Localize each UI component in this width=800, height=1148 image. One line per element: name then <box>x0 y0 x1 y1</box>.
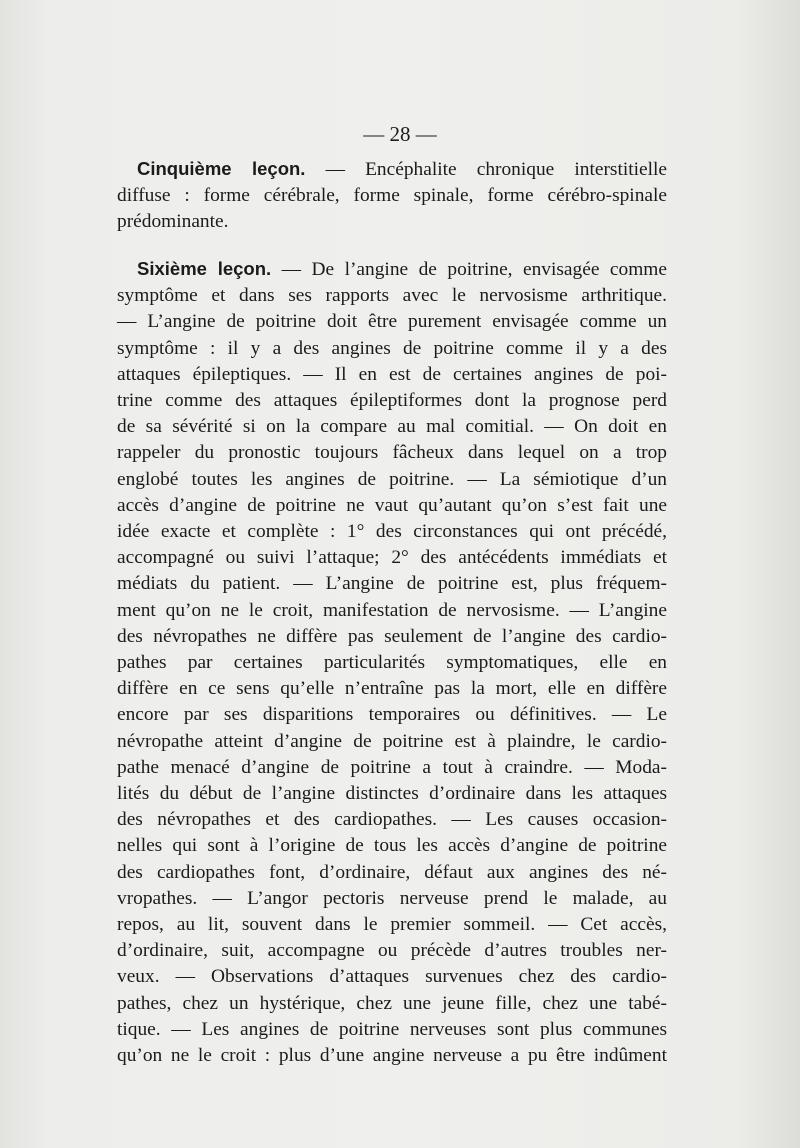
text-line: rappeler du pronostic toujours fâcheux dans lequel on a trop <box>117 442 667 464</box>
paragraph-sixieme-lecon <box>117 256 667 1069</box>
paragraph-cinquieme-lecon <box>117 156 667 236</box>
text-line: idée exacte et complète : 1° des circonstances qui ont précédé, <box>117 521 667 543</box>
text-line: attaques épileptiques. — Il en est de certaines angines de poi- <box>117 363 667 385</box>
text-line: accès d’angine de poitrine ne vaut qu’autant qu’on s’est fait une <box>117 494 667 516</box>
text-line: veux. — Observations d’attaques survenues chez des cardio- <box>117 966 667 988</box>
text-line: des névropathes et des cardiopathes. — Les causes occasion- <box>117 809 667 831</box>
text-line: des névropathes ne diffère pas seulement de l’angine des cardio- <box>117 625 667 647</box>
text-line: des cardiopathes font, d’ordinaire, défaut aux angines des né- <box>117 861 667 883</box>
text-line: englobé toutes les angines de poitrine. — La sémiotique d’un <box>117 468 667 490</box>
text-line: qu’on ne le croit : plus d’une angine nerveuse a pu être indûment <box>117 1045 667 1067</box>
text-line: nelles qui sont à l’origine de tous les accès d’angine de poitrine <box>117 835 667 857</box>
text-line: diffuse : forme cérébrale, forme spinale, forme cérébro-spinale <box>117 185 667 207</box>
text-line: — L’angine de poitrine doit être purement envisagée comme un <box>117 311 667 333</box>
text-line: pathes par certaines particularités symptomatiques, elle en <box>117 652 667 674</box>
text-line: encore par ses disparitions temporaires ou définitives. — Le <box>117 704 667 726</box>
text-line: vropathes. — L’angor pectoris nerveuse prend le malade, au <box>117 887 667 909</box>
text-line: prédominante. <box>117 211 229 233</box>
text-line: de sa sévérité si on la compare au mal comitial. — On doit en <box>117 416 667 438</box>
text-line: Sixième leçon. — De l’angine de poitrine, envisagée comme <box>137 258 667 280</box>
text-line: pathes, chez un hystérique, chez une jeune fille, chez une tabé- <box>117 992 667 1014</box>
text-line: repos, au lit, souvent dans le premier sommeil. — Cet accès, <box>117 914 667 936</box>
lesson-heading: Sixième leçon. <box>137 258 272 279</box>
text-line: lités du début de l’angine distinctes d’ordinaire dans les attaques <box>117 783 667 805</box>
text-line: ment qu’on ne le croit, manifestation de nervosisme. — L’angine <box>117 599 667 621</box>
lesson-heading: Cinquième leçon. <box>137 158 306 179</box>
text-line: accompagné ou suivi l’attaque; 2° des antécédents immédiats et <box>117 547 667 569</box>
text-line: symptôme et dans ses rapports avec le nervosisme arthritique. <box>117 285 667 307</box>
text-line: Cinquième leçon. — Encéphalite chronique interstitielle <box>137 158 668 180</box>
text-line: tique. — Les angines de poitrine nerveuses sont plus communes <box>117 1018 667 1040</box>
text-line: névropathe atteint d’angine de poitrine est à plaindre, le cardio- <box>117 730 667 752</box>
text-line: trine comme des attaques épileptiformes dont la prognose perd <box>117 390 667 412</box>
page-number: — 28 — <box>363 122 437 146</box>
text-line: d’ordinaire, suit, accompagne ou précède d’autres troubles ner- <box>117 940 667 962</box>
text-line: pathe menacé d’angine de poitrine a tout à craindre. — Moda- <box>117 756 667 778</box>
text-line: médiats du patient. — L’angine de poitrine est, plus fréquem- <box>117 573 667 595</box>
text-line: diffère en ce sens qu’elle n’entraîne pas la mort, elle en diffère <box>117 678 667 700</box>
text-line: symptôme : il y a des angines de poitrine comme il y a des <box>117 337 667 359</box>
